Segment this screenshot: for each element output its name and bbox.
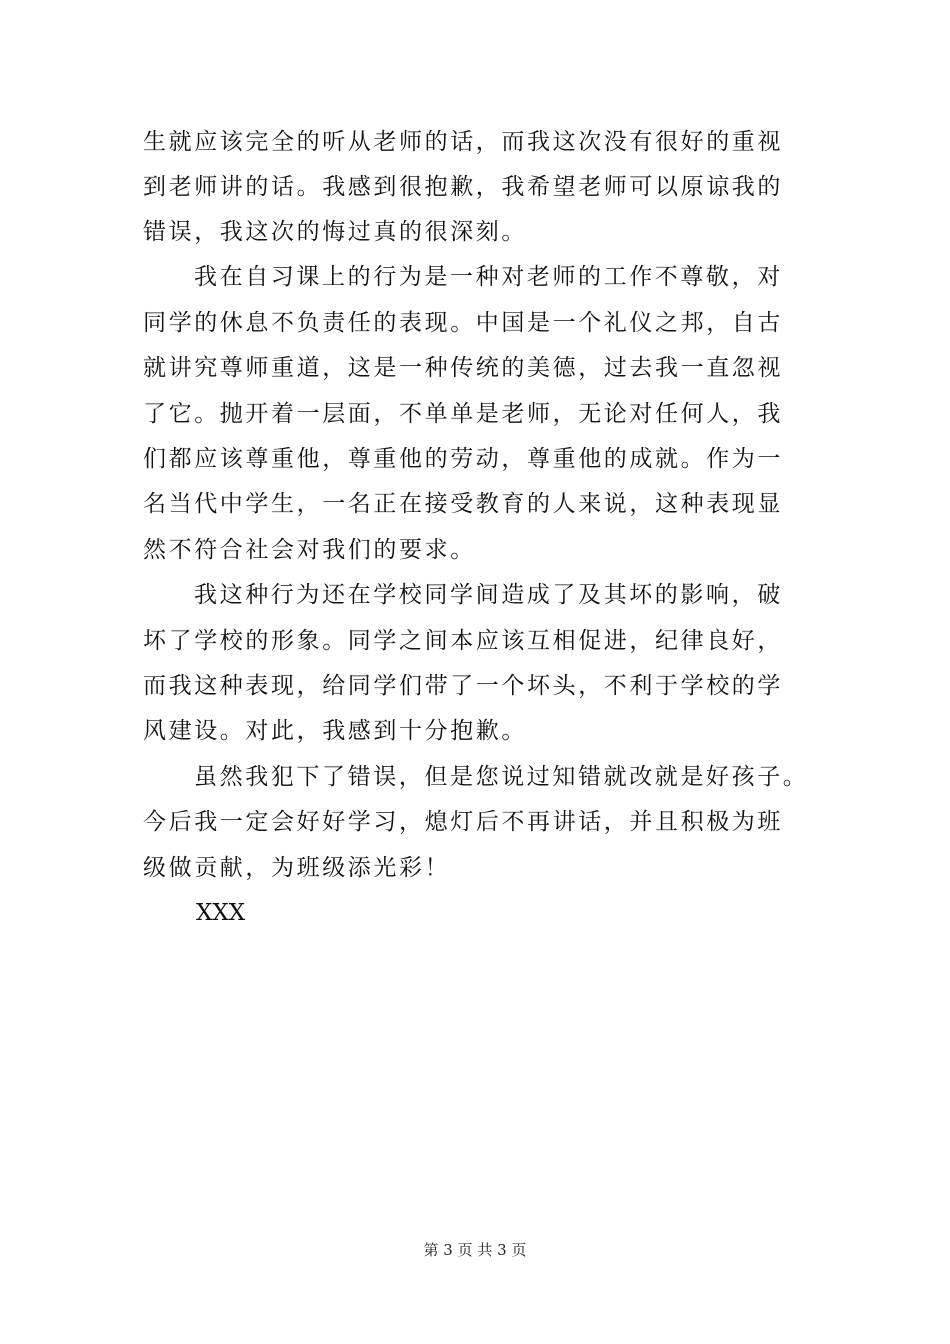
text-line-15: 虽然我犯下了错误，但是您说过知错就改就是好孩子。 xyxy=(194,764,809,790)
text-line-1: 生就应该完全的听从老师的话，而我这次没有很好的重视 xyxy=(143,129,783,155)
text-line-3: 错误，我这次的悔过真的很深刻。 xyxy=(143,219,527,245)
text-line-7: 了它。抛开着一层面，不单单是老师，无论对任何人，我 xyxy=(143,401,783,427)
text-line-12: 坏了学校的形象。同学之间本应该互相促进，纪律良好， xyxy=(143,628,783,654)
text-line-2: 到老师讲的话。我感到很抱歉，我希望老师可以原谅我的 xyxy=(143,174,783,200)
text-line-13: 而我这种表现，给同学们带了一个坏头，不利于学校的学 xyxy=(143,673,783,699)
signature-line: XXX xyxy=(196,900,246,926)
text-line-8: 们都应该尊重他，尊重他的劳动，尊重他的成就。作为一 xyxy=(143,446,783,472)
text-line-14: 风建设。对此，我感到十分抱歉。 xyxy=(143,718,527,744)
text-line-4: 我在自习课上的行为是一种对老师的工作不尊敬，对 xyxy=(194,264,783,290)
page-footer: 第 3 页 共 3 页 xyxy=(423,1241,527,1259)
text-line-9: 名当代中学生，一名正在接受教育的人来说，这种表现显 xyxy=(143,491,783,517)
text-line-10: 然不符合社会对我们的要求。 xyxy=(143,537,476,563)
text-line-6: 就讲究尊师重道，这是一种传统的美德，过去我一直忽视 xyxy=(143,355,783,381)
text-line-16: 今后我一定会好好学习，熄灯后不再讲话，并且积极为班 xyxy=(143,809,783,835)
text-line-5: 同学的休息不负责任的表现。中国是一个礼仪之邦，自古 xyxy=(143,310,783,336)
text-line-17: 级做贡献，为班级添光彩！ xyxy=(143,855,451,881)
text-line-11: 我这种行为还在学校同学间造成了及其坏的影响，破 xyxy=(194,582,783,608)
